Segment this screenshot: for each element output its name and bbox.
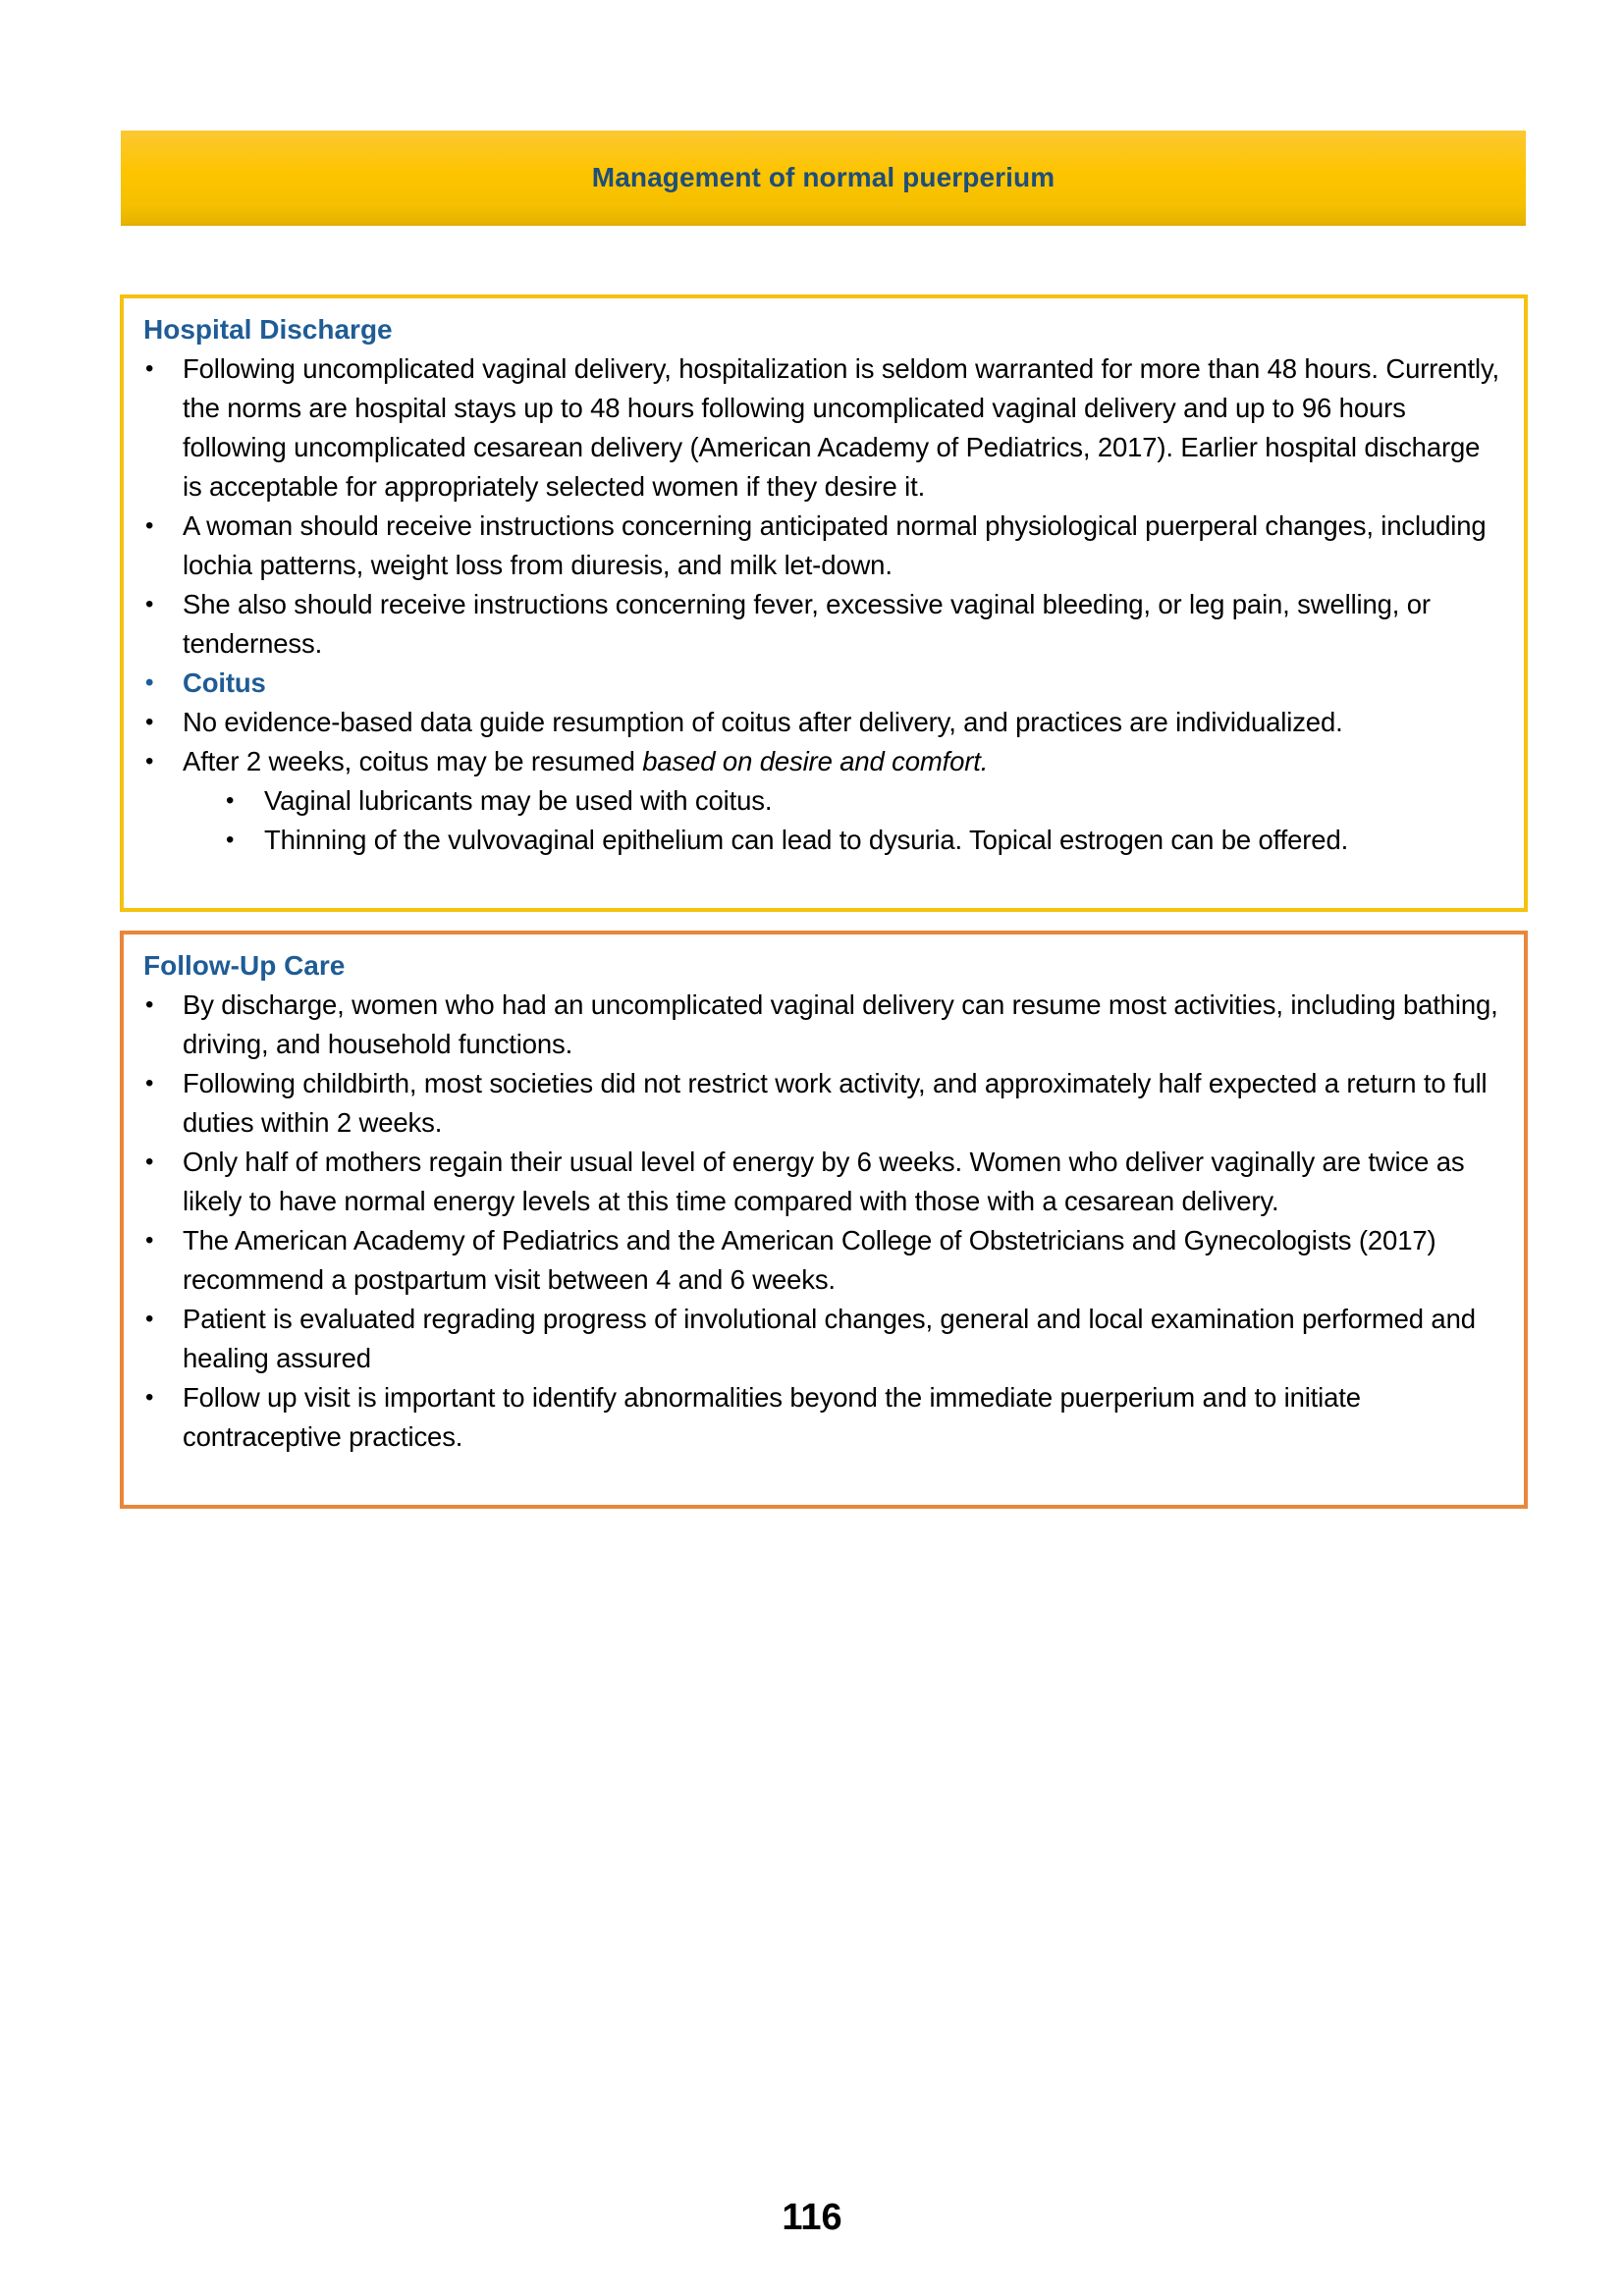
page-number: 116 [782, 2197, 842, 2238]
list-item: • Following childbirth, most societies did not restrict work activity, and approximately half expected a return to full duties within 2 weeks. [143, 1064, 1506, 1143]
list-item: • Following uncomplicated vaginal delivery, hospitalization is seldom warranted for more than 48 hours. Currently, the norms are hospital stays up to 48 hours following uncomplicated vaginal delivery and up to 96 hours following uncomplicated cesarean delivery (American Academy of Pediatrics, 2017). Earlier hospital discharge is acceptable for appropriately selected women if they desire it. [143, 349, 1506, 507]
section-title-banner [121, 131, 1526, 226]
hospital-discharge-box [120, 294, 1528, 912]
list-item: • Only half of mothers regain their usual level of energy by 6 weeks. Women who deliver vaginally are twice as likely to have normal energy levels at this time compared with those with a cesarean delivery. [143, 1143, 1506, 1221]
follow-up-care-list [143, 986, 1506, 1457]
page-title: Management of normal puerperium [591, 161, 1056, 192]
sub-list-item: • Vaginal lubricants may be used with coitus. [143, 781, 1506, 821]
resume-emphasis: based on desire and comfort. [642, 746, 989, 776]
coitus-heading: • Coitus [143, 664, 1506, 703]
list-item: • Follow up visit is important to identify abnormalities beyond the immediate puerperium and to initiate contraceptive practices. [143, 1378, 1506, 1457]
follow-up-care-heading: Follow-Up Care [143, 950, 346, 981]
hospital-discharge-list [143, 349, 1506, 860]
follow-up-care-box [120, 931, 1528, 1509]
hospital-discharge-heading: Hospital Discharge [143, 314, 393, 345]
list-item: • She also should receive instructions concerning fever, excessive vaginal bleeding, or leg pain, swelling, or tenderness. [143, 585, 1506, 664]
list-item: • No evidence-based data guide resumption of coitus after delivery, and practices are individualized. [143, 703, 1506, 742]
list-item: • Patient is evaluated regrading progress of involutional changes, general and local examination performed and healing assured [143, 1300, 1506, 1378]
list-item: • The American Academy of Pediatrics and the American College of Obstetricians and Gynecologists (2017) recommend a postpartum visit between 4 and 6 weeks. [143, 1221, 1506, 1300]
sub-list-item: • Thinning of the vulvovaginal epithelium can lead to dysuria. Topical estrogen can be offered. [143, 821, 1506, 860]
list-item-resume-coitus [143, 742, 1506, 781]
resume-text: After 2 weeks, coitus may be resumed [183, 746, 643, 776]
list-item: • A woman should receive instructions concerning anticipated normal physiological puerperal changes, including lochia patterns, weight loss from diuresis, and milk let-down. [143, 507, 1506, 585]
list-item: • By discharge, women who had an uncomplicated vaginal delivery can resume most activities, including bathing, driving, and household functions. [143, 986, 1506, 1064]
